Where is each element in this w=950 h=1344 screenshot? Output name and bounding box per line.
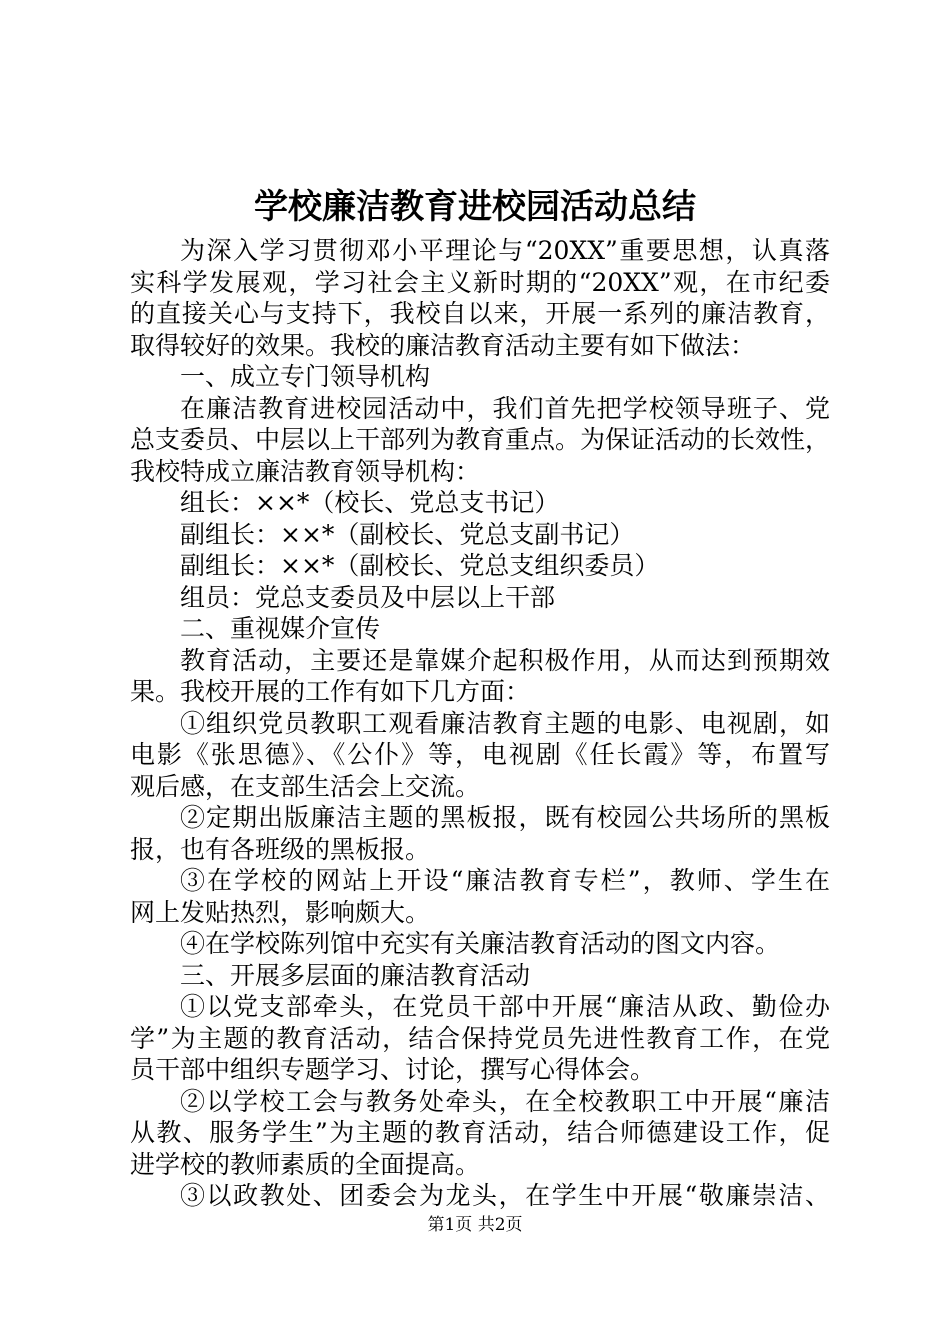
- text-line: 学”为主题的教育活动，结合保持党员先进性教育工作，在党: [130, 1023, 830, 1053]
- text-line: 二、重视媒介宣传: [180, 614, 381, 643]
- text-line: 我校特成立廉洁教育领导机构：: [130, 456, 481, 486]
- document-body: [130, 235, 830, 1212]
- text-line: 一、成立专门领导机构: [180, 362, 431, 391]
- text-line: 员干部中组织专题学习、讨论，撰写心得体会。: [130, 1055, 656, 1084]
- text-line: 三、开展多层面的廉洁教育活动: [180, 960, 531, 990]
- text-line: ③在学校的网站上开设“廉洁教育专栏”，教师、学生在: [180, 866, 830, 895]
- text-line: 的直接关心与支持下，我校自以来，开展一系列的廉洁教育，: [130, 299, 830, 328]
- text-line: 副组长：××*（副校长、党总支副书记）: [180, 519, 635, 549]
- text-line: 电影《张思德》、《公仆》等，电视剧《任长霞》等，布置写: [130, 740, 830, 769]
- text-line: 报，也有各班级的黑板报。: [130, 834, 431, 864]
- text-line: ②定期出版廉洁主题的黑板报，既有校园公共场所的黑板: [180, 803, 830, 832]
- text-line: 总支委员、中层以上干部列为教育重点。为保证活动的长效性，: [130, 425, 831, 454]
- text-line: 网上发贴热烈，影响颇大。: [130, 897, 431, 927]
- text-line: 观后感，在支部生活会上交流。: [130, 771, 481, 801]
- text-line: 在廉洁教育进校园活动中，我们首先把学校领导班子、党: [180, 393, 830, 423]
- text-line: 副组长：××*（副校长、党总支组织委员）: [180, 551, 660, 580]
- text-line: ①组织党员教职工观看廉洁教育主题的电影、电视剧，如: [180, 708, 830, 738]
- text-line: 组员：党总支委员及中层以上干部: [180, 582, 556, 612]
- text-line: ④在学校陈列馆中充实有关廉洁教育活动的图文内容。: [180, 929, 781, 958]
- text-line: ①以党支部牵头，在党员干部中开展“廉洁从政、勤俭办: [180, 992, 830, 1021]
- page-footer: 第1页 共2页: [427, 1215, 523, 1235]
- text-line: 进学校的教师素质的全面提高。: [130, 1149, 481, 1179]
- text-line: ③以政教处、团委会为龙头，在学生中开展“敬廉崇洁、: [180, 1181, 830, 1210]
- text-line: 果。我校开展的工作有如下几方面：: [130, 677, 531, 706]
- text-line: 从教、服务学生”为主题的教育活动，结合师德建设工作，促: [130, 1118, 830, 1147]
- text-line: 教育活动，主要还是靠媒介起积极作用，从而达到预期效: [180, 645, 830, 675]
- text-line: ②以学校工会与教务处牵头，在全校教职工中开展“廉洁: [180, 1086, 830, 1116]
- text-line: 实科学发展观，学习社会主义新时期的“20XX”观，在市纪委: [130, 267, 830, 297]
- text-line: 取得较好的效果。我校的廉洁教育活动主要有如下做法：: [130, 330, 756, 360]
- text-line: 组长：××*（校长、党总支书记）: [180, 488, 560, 517]
- text-line: 为深入学习贯彻邓小平理论与“20XX”重要思想，认真落: [180, 236, 830, 265]
- document-title: 学校廉洁教育进校园活动总结: [254, 187, 696, 227]
